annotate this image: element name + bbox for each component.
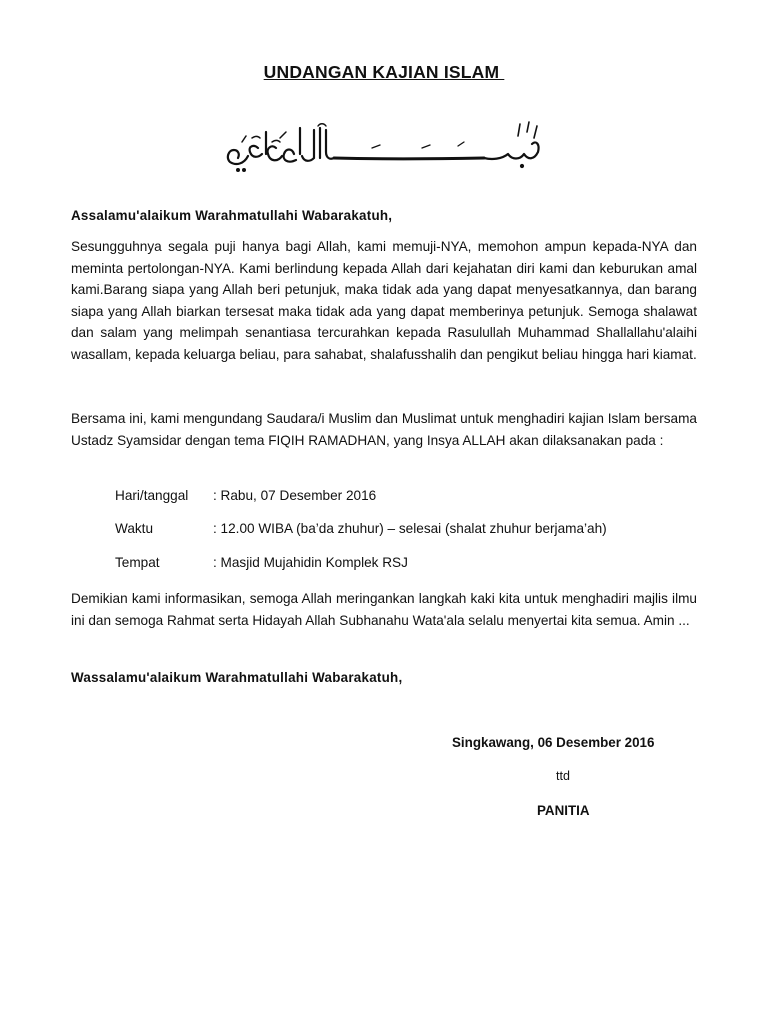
paragraph-invitation: Bersama ini, kami mengundang Saudara/i Muslim dan Muslimat untuk menghadiri kajian Islam bersama Ustadz Syamsidar dengan tema FIQIH RAMADHAN, yang Insya ALLAH akan dilaksanakan pada : (71, 411, 697, 448)
detail-value: : Masjid Mujahidin Komplek RSJ (213, 555, 408, 570)
paragraph-opening: Sesungguhnya segala puji hanya bagi Allah, kami memuji-NYA, memohon ampun kepada-NYA dan meminta pertolongan-NYA. Kami berlindung kepada Allah dari kejahatan diri kami dan keburukan amal kami.Barang siapa yang Allah beri petunjuk, maka tidak ada yang dapat menyesatkannya, dan barang siapa yang Allah biarkan tersesat maka tidak ada yang dapat memberinya petunjuk. Semoga shalawat dan salam yang melimpah senantiasa tercurahkan kepada Rasulullah Muhammad Shallallahu'alaihi wasallam, kepada keluarga beliau, para sahabat, shalafusshalih dan pengikut beliau hingga hari kiamat. (71, 239, 697, 362)
detail-label: Waktu (115, 521, 154, 536)
detail-value: : Rabu, 07 Desember 2016 (213, 488, 377, 503)
detail-label: Hari/tanggal (115, 488, 189, 503)
detail-row-place (115, 555, 408, 570)
signature-place-date: Singkawang, 06 Desember 2016 (452, 735, 655, 750)
detail-value: : 12.00 WIBA (ba’da zhuhur) – selesai (shalat zhuhur berjama’ah) (213, 521, 607, 536)
detail-label: Tempat (115, 555, 160, 570)
opening-greeting: Assalamu'alaikum Warahmatullahi Wabarakatuh, (71, 208, 393, 223)
paragraph-closing: Demikian kami informasikan, semoga Allah meringankan langkah kaki kita untuk menghadiri majlis ilmu ini dan semoga Rahmat serta Hidayah Allah Subhanahu Wata'ala selalu menyertai kita semua. Amin ... (71, 591, 697, 628)
signature-ttd: ttd (556, 769, 570, 783)
detail-row-time (115, 521, 607, 536)
closing-greeting: Wassalamu'alaikum Warahmatullahi Wabarakatuh, (71, 670, 403, 685)
detail-row-date (115, 488, 376, 503)
signature-signer: PANITIA (537, 803, 590, 818)
document-title: UNDANGAN KAJIAN ISLAM (263, 62, 505, 82)
bismillah-calligraphy (222, 118, 548, 178)
